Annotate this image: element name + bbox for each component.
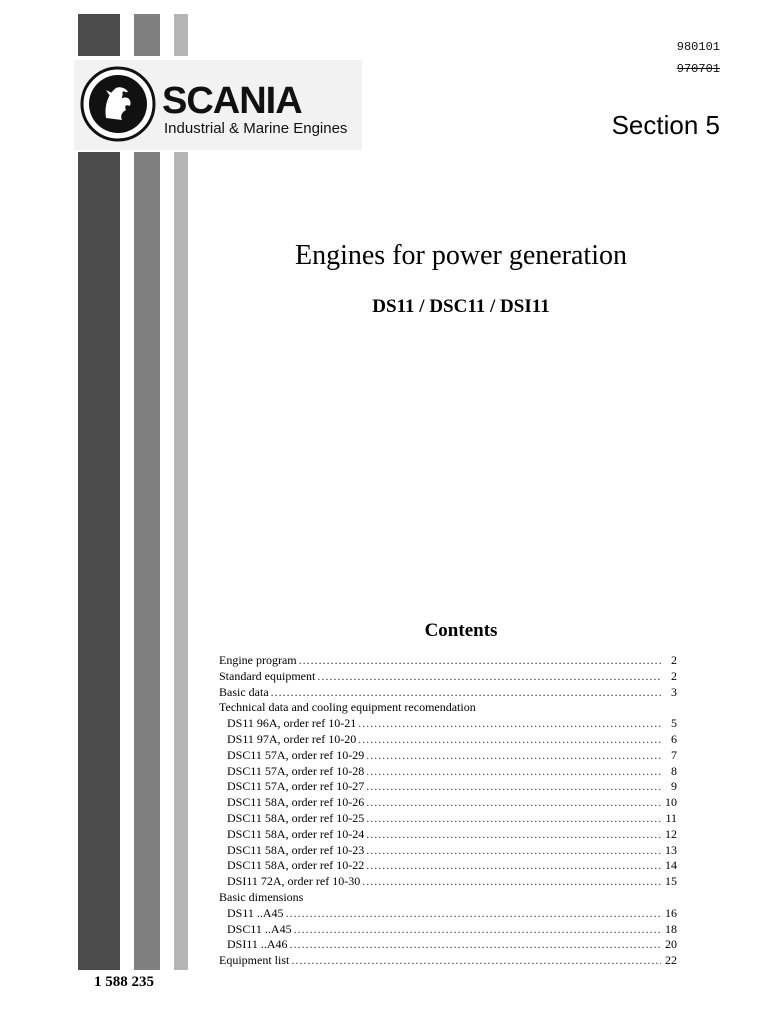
toc-entry-page: 13 — [665, 842, 677, 857]
toc-entry-label: DSC11 57A, order ref 10-28 — [227, 763, 365, 778]
toc-entry-page: 6 — [671, 731, 677, 746]
document-number: 980101 — [676, 40, 720, 54]
toc-entry-label: Standard equipment — [219, 668, 316, 683]
part-number: 1 588 235 — [94, 974, 154, 990]
brand-subtitle: Industrial & Marine Engines — [164, 120, 348, 137]
toc-leader-dots — [366, 827, 661, 843]
toc-entry-page: 10 — [665, 795, 677, 810]
toc-entry[interactable] — [219, 653, 677, 669]
toc-entry[interactable] — [219, 685, 677, 701]
toc-entry-label: Engine program — [219, 653, 297, 667]
toc-entry-label: DSC11 ..A45 — [227, 921, 292, 936]
toc-entry-page: 3 — [671, 684, 677, 699]
decorative-bar-mid-top — [134, 14, 160, 56]
toc-entry-label: DSC11 58A, order ref 10-23 — [227, 842, 365, 857]
toc-entry-page: 22 — [665, 953, 677, 968]
toc-entry-page: 2 — [671, 668, 677, 683]
toc-entry-page: 7 — [671, 747, 677, 762]
toc-entry-page: 2 — [671, 653, 677, 667]
toc-leader-dots — [290, 937, 661, 953]
toc-leader-dots — [358, 732, 661, 748]
toc-entry-label: Basic dimensions — [219, 889, 304, 904]
toc-leader-dots — [358, 716, 661, 732]
toc-entry[interactable] — [219, 811, 677, 827]
toc-entry[interactable] — [219, 858, 677, 874]
toc-leader-dots — [366, 858, 661, 874]
toc-entry[interactable] — [219, 953, 677, 969]
toc-entry-label: Equipment list — [219, 953, 290, 968]
scania-griffin-logo-icon — [80, 66, 156, 142]
toc-entry-label: DS11 97A, order ref 10-20 — [227, 731, 357, 746]
toc-entry[interactable] — [219, 764, 677, 780]
toc-entry-label: DS11 96A, order ref 10-21 — [227, 716, 357, 731]
toc-entry-page: 9 — [671, 779, 677, 794]
toc-entry-label: DSC11 58A, order ref 10-24 — [227, 826, 365, 841]
toc-entry[interactable] — [219, 890, 677, 906]
toc-entry-page: 11 — [665, 810, 677, 825]
decorative-bar-dark — [78, 152, 120, 970]
toc-entry[interactable] — [219, 669, 677, 685]
toc-entry[interactable] — [219, 937, 677, 953]
toc-leader-dots — [362, 874, 661, 890]
toc-entry-page: 15 — [665, 874, 677, 889]
decorative-bar-light-top — [174, 14, 188, 56]
toc-entry[interactable] — [219, 795, 677, 811]
toc-entry-page: 12 — [665, 826, 677, 841]
toc-leader-dots — [366, 748, 661, 764]
toc-leader-dots — [317, 669, 661, 685]
toc-leader-dots — [294, 922, 661, 938]
document-title: Engines for power generation — [295, 240, 627, 271]
toc-entry[interactable] — [219, 922, 677, 938]
decorative-bar-light — [174, 152, 188, 970]
toc-entry[interactable] — [219, 906, 677, 922]
toc-entry[interactable] — [219, 700, 677, 716]
toc-entry[interactable] — [219, 827, 677, 843]
toc-leader-dots — [366, 843, 661, 859]
toc-entry-label: DSC11 57A, order ref 10-29 — [227, 747, 365, 762]
toc-entry-page: 20 — [665, 937, 677, 952]
toc-entry[interactable] — [219, 779, 677, 795]
document-subtitle: DS11 / DSC11 / DSI11 — [372, 296, 550, 317]
toc-entry-page: 8 — [671, 763, 677, 778]
toc-leader-dots — [291, 953, 661, 969]
toc-entry[interactable] — [219, 843, 677, 859]
toc-entry-label: DSC11 57A, order ref 10-27 — [227, 779, 365, 794]
toc-leader-dots — [366, 811, 661, 827]
toc-entry-page: 16 — [665, 905, 677, 920]
toc-entry-label: DSC11 58A, order ref 10-22 — [227, 858, 365, 873]
toc-leader-dots — [286, 906, 661, 922]
toc-entry-label: Basic data — [219, 684, 269, 699]
toc-entry[interactable] — [219, 732, 677, 748]
toc-entry-page: 18 — [665, 921, 677, 936]
toc-leader-dots — [366, 764, 661, 780]
brand-name: SCANIA — [162, 80, 302, 122]
contents-heading: Contents — [424, 620, 498, 641]
toc-entry-page: 14 — [665, 858, 677, 873]
toc-entry[interactable] — [219, 874, 677, 890]
toc-leader-dots — [366, 795, 661, 811]
section-label: Section 5 — [611, 110, 720, 140]
toc-entry-label: DSI11 72A, order ref 10-30 — [227, 874, 361, 889]
toc-leader-dots — [299, 653, 661, 669]
decorative-bar-mid — [134, 152, 160, 970]
toc-entry[interactable] — [219, 748, 677, 764]
toc-entry-label: DSC11 58A, order ref 10-26 — [227, 795, 365, 810]
toc-entry-label: Technical data and cooling equipment recomendation — [219, 700, 476, 715]
toc-entry-label: DS11 ..A45 — [227, 905, 284, 920]
superseded-document-number: 970701 — [676, 62, 720, 76]
toc-entry-page: 5 — [671, 716, 677, 731]
toc-leader-dots — [366, 779, 661, 795]
toc-entry-label: DSI11 ..A46 — [227, 937, 288, 952]
decorative-bar-dark-top — [78, 14, 120, 56]
toc-entry[interactable] — [219, 716, 677, 732]
toc-leader-dots — [271, 685, 661, 701]
table-of-contents — [219, 653, 677, 969]
toc-entry-label: DSC11 58A, order ref 10-25 — [227, 810, 365, 825]
